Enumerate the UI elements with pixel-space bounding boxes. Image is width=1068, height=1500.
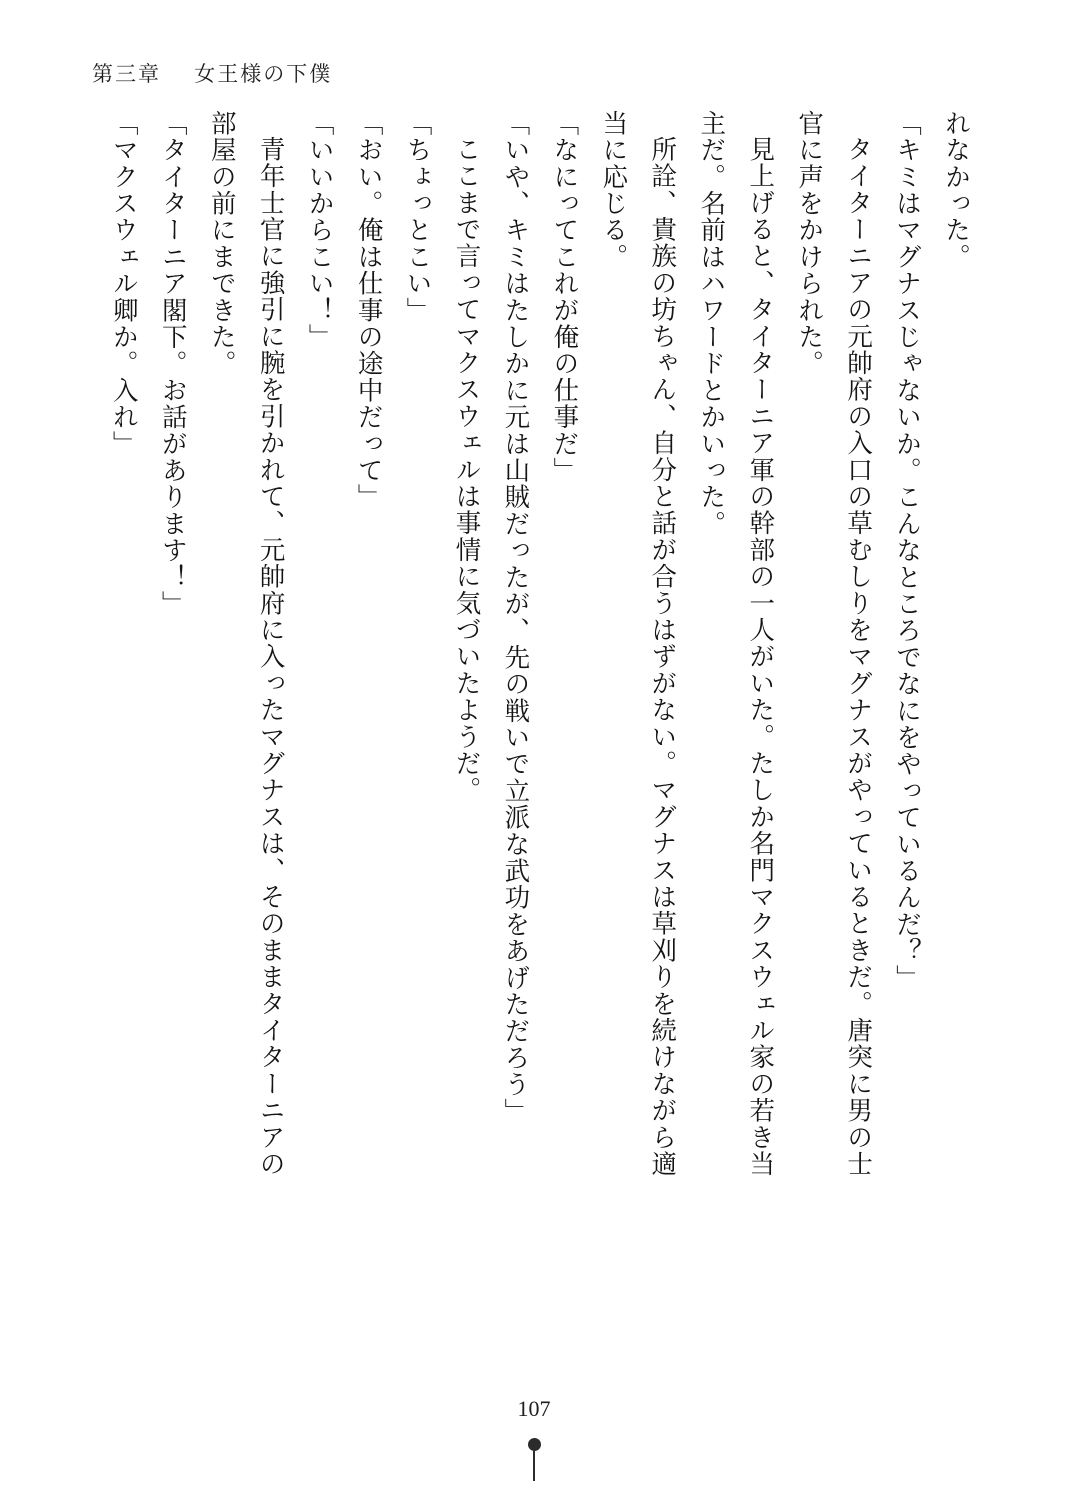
paragraph: 「なにってこれが俺の仕事だ」: [550, 110, 580, 484]
paragraph: 「キミはマグナスじゃないか。こんなところでなにをやっているんだ？」: [893, 110, 923, 992]
running-head: [92, 58, 332, 88]
paragraph: 見上げると、タイターニア軍の幹部の一人がいた。たしか名門マクスウェル家の若き当: [746, 135, 776, 1177]
paragraph: 所詮、貴族の坊ちゃん、自分と話が合うはずがない。マグナスは草刈りを続けながら適: [648, 135, 678, 1177]
paragraph: 青年士官に強引に腕を引かれて、元帥府に入ったマグナスは、そのままタイターニアの: [256, 135, 286, 1177]
paragraph: 「おい。俺は仕事の途中だって」: [354, 110, 384, 511]
paragraph: タイターニアの元帥府の入口の草むしりをマグナスがやっているときだ。唐突に男の士: [844, 135, 874, 1177]
body-text: [99, 110, 980, 1340]
paragraph: 主だ。名前はハワードとかいった。: [697, 110, 727, 538]
printer-mark-dot: [528, 1438, 541, 1451]
chapter-number: 第三章: [92, 62, 161, 86]
paragraph: 「ちょっとこい」: [403, 110, 433, 324]
paragraph: 当に応じる。: [599, 110, 629, 271]
paragraph: 官に声をかけられた。: [795, 110, 825, 377]
printer-mark: [529, 1438, 539, 1482]
paragraph: 「いいからこい！」: [305, 110, 335, 351]
paragraph: 「マクスウェル卿か。入れ」: [109, 110, 139, 458]
paragraph: 「タイターニア閣下。お話があります！」: [158, 110, 188, 618]
paragraph: 「いや、キミはたしかに元は山賊だったが、先の戦いで立派な武功をあげただろう」: [501, 110, 531, 1125]
chapter-title: 女王様の下僕: [194, 62, 333, 86]
page-number: 107: [517, 1396, 551, 1421]
paragraph: れなかった。: [942, 110, 971, 271]
printer-mark-stem: [533, 1451, 535, 1481]
paragraph: 部屋の前にまできた。: [207, 110, 237, 377]
paragraph: ここまで言ってマクスウェルは事情に気づいたようだ。: [452, 135, 482, 803]
